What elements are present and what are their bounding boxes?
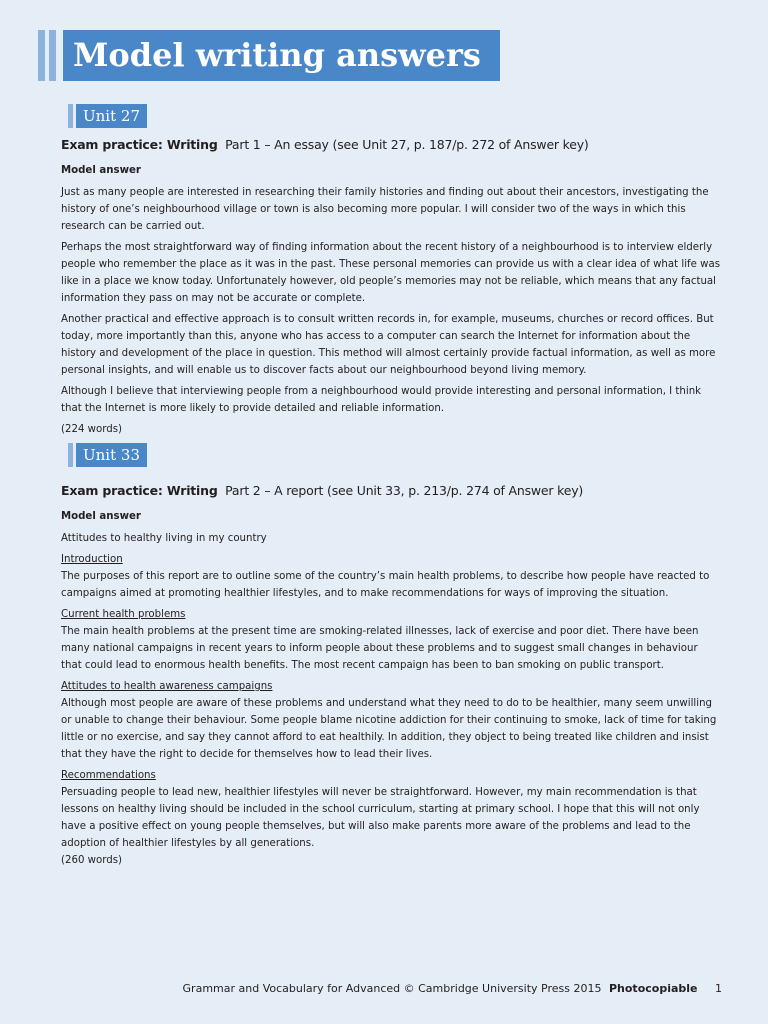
subsection-heading: Recommendations bbox=[61, 770, 156, 781]
photocopiable-label: Photocopiable bbox=[608, 982, 698, 995]
page-number: 1 bbox=[715, 982, 722, 995]
unit-33-content bbox=[61, 508, 721, 873]
unit-27-content bbox=[61, 162, 721, 442]
paragraph: The purposes of this report are to outline some of the country’s main health problems, to describe how people have reacted to campaigns aimed at promoting healthier lifestyles, and to make recommendations for ways of improving the situation. bbox=[61, 571, 710, 599]
exam-bold: Exam practice: Writing bbox=[61, 483, 218, 498]
unit-label: Unit 27 bbox=[76, 104, 147, 128]
exam-rest: Part 2 – A report (see Unit 33, p. 213/p. 274 of Answer key) bbox=[225, 483, 584, 498]
paragraph: Persuading people to lead new, healthier lifestyles will never be straightforward. However, my main recommendation is that lessons on healthy living should be included in the school curriculum, starting at primary school. I hope that this will not only have a positive effect on young people themselves, but will also make parents more aware of the problems and lead to the adoption of healthier lifestyles by all generations. bbox=[61, 787, 700, 849]
paragraph: Just as many people are interested in researching their family histories and finding out about their ancestors, investigating the history of one’s neighbourhood village or town is also becoming more popular. I will consider two of the ways in which this research can be carried out. bbox=[61, 187, 709, 232]
paragraph: Perhaps the most straightforward way of finding information about the recent history of a neighbourhood is to interview elderly people who remember the place as it was in the past. These personal memories can provide us with a clear idea of what life was like in a place we know today. Unfortunately however, old people’s memories may not be reliable, which means that any factual information they pass on may not be accurate or complete. bbox=[61, 242, 721, 304]
page-footer bbox=[183, 982, 722, 995]
word-count: (260 words) bbox=[61, 855, 122, 866]
paragraph: The main health problems at the present time are smoking-related illnesses, lack of exercise and poor diet. There have been many national campaigns in recent years to inform people about these problems and to suggest small changes in behaviour that could lead to enormous health benefits. The most recent campaign has been to ban smoking on public transport. bbox=[61, 626, 699, 671]
exam-bold: Exam practice: Writing bbox=[61, 137, 218, 152]
subsection-heading: Current health problems bbox=[61, 609, 186, 620]
subsection-heading: Introduction bbox=[61, 554, 123, 565]
model-answer-label: Model answer bbox=[61, 511, 141, 522]
subsection-heading: Attitudes to health awareness campaigns bbox=[61, 681, 273, 692]
paragraph: Although most people are aware of these problems and understand what they need to do to be healthier, many seem unwilling or unable to change their behaviour. Some people blame nicotine addiction for their continuing to smoke, lack of time for taking little or no exercise, and say they cannot afford to eat healthily. In addition, they object to being treated like children and insist that they have the right to decide for themselves how to lead their lives. bbox=[61, 698, 717, 760]
paragraph: Although I believe that interviewing people from a neighbourhood would provide interesting and personal information, I think that the Internet is more likely to provide detailed and reliable information. bbox=[61, 386, 702, 414]
exam-practice-heading bbox=[61, 483, 721, 498]
report-title: Attitudes to healthy living in my country bbox=[61, 533, 267, 544]
paragraph: Another practical and effective approach is to consult written records in, for example, museums, churches or record offices. But today, more importantly than this, anyone who has access to a computer can search the Internet for information about the history and development of the place in question. This method will almost certainly provide factual information, as well as more personal insights, and will enable us to discover facts about our neighbourhood beyond living memory. bbox=[61, 314, 716, 376]
exam-rest: Part 1 – An essay (see Unit 27, p. 187/p. 272 of Answer key) bbox=[225, 137, 589, 152]
unit-label: Unit 33 bbox=[76, 443, 147, 467]
exam-practice-heading bbox=[61, 137, 721, 152]
page-title: Model writing answers bbox=[63, 30, 500, 81]
word-count: (224 words) bbox=[61, 424, 122, 435]
model-answer-label: Model answer bbox=[61, 165, 141, 176]
title-decor-bars bbox=[38, 30, 61, 81]
footer-credit: Grammar and Vocabulary for Advanced © Cambridge University Press 2015 bbox=[182, 982, 602, 995]
